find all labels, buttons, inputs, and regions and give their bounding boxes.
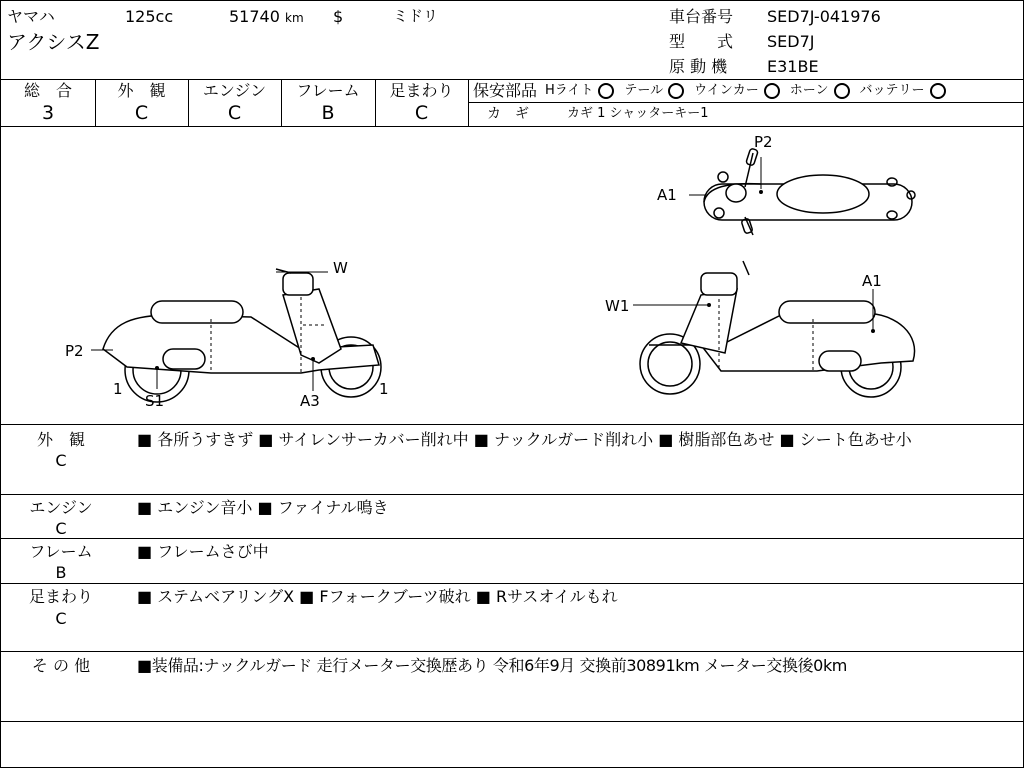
- mark-a1-top: A1: [657, 186, 677, 204]
- section-suspension-text: ■ ステムベアリングX ■ Fフォークブーツ破れ ■ Rサスオイルもれ: [137, 587, 618, 606]
- model-name: アクシスZ: [7, 30, 100, 54]
- part-battery: [860, 81, 946, 101]
- section-exterior-text: ■ 各所うすきず ■ サイレンサーカバー削れ中 ■ ナックルガード削れ小 ■ 樹脂部色あせ ■ シート色あせ小: [137, 430, 912, 449]
- status-ok-icon: [834, 83, 850, 99]
- type-value: SED7J: [767, 32, 815, 51]
- section-exterior-grade: C: [55, 451, 67, 470]
- status-ok-icon: [930, 83, 946, 99]
- mileage: [229, 7, 304, 28]
- mark-dot: [759, 190, 763, 194]
- mark-dot: [707, 303, 711, 307]
- mark-dot: [311, 357, 315, 361]
- maker: ヤマハ: [7, 7, 55, 26]
- divider: [1, 424, 1023, 425]
- section-other-label: そ の 他: [31, 656, 91, 675]
- mark-a1-right: A1: [862, 272, 882, 290]
- engine-label: 原 動 機: [669, 57, 728, 76]
- grade-frame-label: フレーム: [296, 81, 360, 100]
- status-ok-icon: [764, 83, 780, 99]
- divider: [1, 721, 1023, 722]
- frame-no: SED7J-041976: [767, 7, 881, 26]
- grade-frame-value: B: [321, 102, 335, 124]
- mark-w1: W1: [605, 297, 630, 315]
- grade-engine-value: C: [227, 102, 242, 124]
- mark-p2-top: P2: [754, 133, 773, 151]
- section-engine-label: エンジン: [29, 498, 93, 517]
- displacement: 125cc: [125, 7, 174, 26]
- part-name: ホーン: [789, 83, 829, 98]
- section-suspension-label: 足まわり: [28, 587, 93, 606]
- part-name: ウインカー: [694, 83, 759, 98]
- frame-no-label: 車台番号: [669, 7, 734, 26]
- type-label: 型 式: [669, 32, 734, 51]
- divider: [1, 538, 1023, 539]
- part-winker: [694, 81, 780, 101]
- section-suspension-grade: C: [55, 609, 67, 628]
- key-label: カ ギ: [487, 106, 529, 122]
- grade-suspension-label: 足まわり: [389, 81, 454, 100]
- mark-1-right: 1: [379, 380, 389, 398]
- section-other-text: ■装備品:ナックルガード 走行メーター交換歴あり 令和6年9月 交換前30891km メーター交換後0km: [137, 656, 847, 675]
- divider: [1, 583, 1023, 584]
- mileage-value: 51740: [229, 7, 280, 26]
- part-tail: [624, 81, 684, 101]
- mark-a3: A3: [300, 392, 320, 410]
- grade-exterior-value: C: [134, 102, 149, 124]
- section-frame-text: ■ フレームさび中: [137, 542, 269, 561]
- part-horn: [790, 81, 850, 101]
- part-name: テール: [624, 83, 664, 98]
- section-exterior-label: 外 観: [36, 430, 85, 449]
- mark-dot: [155, 366, 159, 370]
- grade-total-label: 総 合: [23, 81, 72, 100]
- damage-diagram: [1, 127, 1023, 425]
- section-frame-label: フレーム: [29, 542, 93, 561]
- security-parts-row: [473, 81, 946, 101]
- mark-p2-left: P2: [65, 342, 84, 360]
- mark-1-left: 1: [113, 380, 123, 398]
- price-mark: $: [333, 7, 344, 26]
- part-name: バッテリー: [859, 83, 925, 98]
- status-ok-icon: [668, 83, 684, 99]
- section-engine-text: ■ エンジン音小 ■ ファイナル鳴き: [137, 498, 389, 517]
- grade-suspension-value: C: [414, 102, 429, 124]
- grade-exterior-label: 外 観: [117, 81, 166, 100]
- status-ok-icon: [598, 83, 614, 99]
- divider: [468, 102, 1023, 103]
- section-frame-grade: B: [55, 563, 67, 582]
- grade-engine-label: エンジン: [202, 81, 267, 100]
- section-engine-grade: C: [55, 519, 67, 538]
- scooter-left-view: [103, 269, 381, 402]
- grade-total-value: 3: [41, 102, 55, 124]
- part-name: Hライト: [545, 83, 594, 98]
- key-value: カギ 1 シャッターキー1: [567, 106, 709, 121]
- divider: [1, 651, 1023, 652]
- mark-s1: S1: [145, 392, 165, 410]
- part-headlight: [545, 81, 614, 101]
- mark-w: W: [333, 259, 348, 277]
- mark-dot: [871, 329, 875, 333]
- security-label: 保安部品: [473, 81, 538, 100]
- color: ミドリ: [393, 7, 439, 25]
- divider: [1, 79, 1023, 80]
- mileage-unit: km: [285, 11, 304, 25]
- engine-value: E31BE: [767, 57, 819, 76]
- divider: [1, 494, 1023, 495]
- scooter-top-view: [704, 148, 915, 235]
